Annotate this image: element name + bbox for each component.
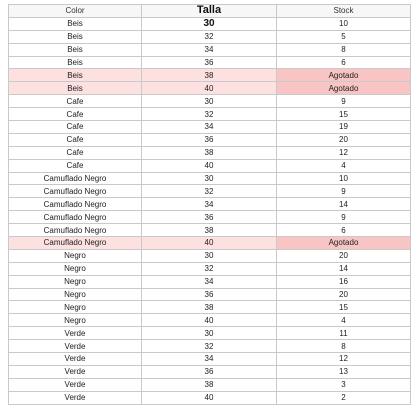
stock-cell: 5 <box>277 30 411 43</box>
talla-cell: 30 <box>142 17 277 30</box>
color-cell: Cafe <box>9 95 142 108</box>
color-cell: Cafe <box>9 146 142 159</box>
talla-cell: 34 <box>142 275 277 288</box>
talla-cell: 36 <box>142 288 277 301</box>
table-row <box>9 391 411 404</box>
talla-cell: 38 <box>142 301 277 314</box>
stock-cell: 15 <box>277 108 411 121</box>
table-row <box>9 198 411 211</box>
table-row <box>9 224 411 237</box>
table-row <box>9 172 411 185</box>
color-cell: Negro <box>9 262 142 275</box>
color-cell: Cafe <box>9 121 142 134</box>
talla-cell: 30 <box>142 172 277 185</box>
talla-cell: 38 <box>142 224 277 237</box>
color-cell: Beis <box>9 17 142 30</box>
stock-cell: 4 <box>277 159 411 172</box>
color-cell: Cafe <box>9 108 142 121</box>
talla-cell: 32 <box>142 340 277 353</box>
color-cell: Cafe <box>9 133 142 146</box>
table-row <box>9 237 411 250</box>
table-row <box>9 314 411 327</box>
table-row <box>9 43 411 56</box>
color-cell: Verde <box>9 378 142 391</box>
table-row <box>9 262 411 275</box>
color-cell: Camuflado Negro <box>9 198 142 211</box>
stock-cell: 12 <box>277 353 411 366</box>
stock-cell: 10 <box>277 17 411 30</box>
talla-cell: 34 <box>142 353 277 366</box>
table-row <box>9 301 411 314</box>
color-cell: Camuflado Negro <box>9 224 142 237</box>
color-cell: Verde <box>9 340 142 353</box>
table-row <box>9 133 411 146</box>
talla-cell: 32 <box>142 30 277 43</box>
color-cell: Beis <box>9 69 142 82</box>
color-cell: Negro <box>9 301 142 314</box>
table-row <box>9 121 411 134</box>
color-cell: Negro <box>9 288 142 301</box>
stock-cell: 20 <box>277 249 411 262</box>
table-row <box>9 69 411 82</box>
talla-cell: 32 <box>142 262 277 275</box>
talla-cell: 36 <box>142 56 277 69</box>
stock-cell: 6 <box>277 56 411 69</box>
talla-cell: 40 <box>142 159 277 172</box>
stock-cell: 3 <box>277 378 411 391</box>
stock-cell: 9 <box>277 95 411 108</box>
table-row <box>9 211 411 224</box>
color-cell: Beis <box>9 43 142 56</box>
stock-cell: Agotado <box>277 237 411 250</box>
talla-cell: 30 <box>142 95 277 108</box>
table-row <box>9 17 411 30</box>
stock-cell: Agotado <box>277 82 411 95</box>
stock-cell: 8 <box>277 340 411 353</box>
stock-cell: 2 <box>277 391 411 404</box>
color-cell: Beis <box>9 30 142 43</box>
stock-cell: 14 <box>277 198 411 211</box>
stock-cell: 20 <box>277 133 411 146</box>
table-row <box>9 340 411 353</box>
color-cell: Verde <box>9 327 142 340</box>
talla-cell: 36 <box>142 365 277 378</box>
table-row <box>9 82 411 95</box>
color-column-header: Color <box>9 5 142 18</box>
stock-cell: 9 <box>277 185 411 198</box>
stock-cell: 12 <box>277 146 411 159</box>
table-row <box>9 288 411 301</box>
talla-cell: 36 <box>142 211 277 224</box>
color-cell: Camuflado Negro <box>9 237 142 250</box>
color-cell: Beis <box>9 82 142 95</box>
stock-table <box>8 4 411 405</box>
color-cell: Negro <box>9 249 142 262</box>
stock-cell: 9 <box>277 211 411 224</box>
stock-cell: 20 <box>277 288 411 301</box>
talla-cell: 34 <box>142 198 277 211</box>
talla-cell: 30 <box>142 327 277 340</box>
table-row <box>9 146 411 159</box>
color-cell: Negro <box>9 275 142 288</box>
table-row <box>9 30 411 43</box>
stock-cell: Agotado <box>277 69 411 82</box>
stock-cell: 11 <box>277 327 411 340</box>
talla-cell: 38 <box>142 378 277 391</box>
talla-cell: 40 <box>142 391 277 404</box>
color-cell: Cafe <box>9 159 142 172</box>
color-cell: Camuflado Negro <box>9 172 142 185</box>
stock-cell: 10 <box>277 172 411 185</box>
table-body <box>9 17 411 404</box>
stock-cell: 4 <box>277 314 411 327</box>
stock-cell: 15 <box>277 301 411 314</box>
talla-cell: 32 <box>142 108 277 121</box>
talla-cell: 34 <box>142 121 277 134</box>
color-cell: Negro <box>9 314 142 327</box>
table-row <box>9 95 411 108</box>
talla-column-header: Talla <box>142 5 277 18</box>
table-row <box>9 378 411 391</box>
talla-cell: 38 <box>142 69 277 82</box>
stock-cell: 14 <box>277 262 411 275</box>
table-row <box>9 249 411 262</box>
stock-cell: 6 <box>277 224 411 237</box>
talla-cell: 30 <box>142 249 277 262</box>
table-row <box>9 159 411 172</box>
stock-cell: 16 <box>277 275 411 288</box>
table-row <box>9 365 411 378</box>
table-row <box>9 275 411 288</box>
talla-cell: 36 <box>142 133 277 146</box>
stock-cell: 19 <box>277 121 411 134</box>
table-row <box>9 56 411 69</box>
table-row <box>9 327 411 340</box>
stock-column-header: Stock <box>277 5 411 18</box>
talla-cell: 34 <box>142 43 277 56</box>
table-row <box>9 353 411 366</box>
color-cell: Camuflado Negro <box>9 211 142 224</box>
color-cell: Verde <box>9 365 142 378</box>
color-cell: Camuflado Negro <box>9 185 142 198</box>
color-cell: Verde <box>9 391 142 404</box>
talla-cell: 32 <box>142 185 277 198</box>
color-cell: Verde <box>9 353 142 366</box>
talla-cell: 40 <box>142 237 277 250</box>
color-cell: Beis <box>9 56 142 69</box>
talla-cell: 38 <box>142 146 277 159</box>
talla-cell: 40 <box>142 82 277 95</box>
stock-cell: 13 <box>277 365 411 378</box>
table-row <box>9 108 411 121</box>
stock-cell: 8 <box>277 43 411 56</box>
talla-cell: 40 <box>142 314 277 327</box>
table-row <box>9 185 411 198</box>
header-row <box>9 5 411 18</box>
